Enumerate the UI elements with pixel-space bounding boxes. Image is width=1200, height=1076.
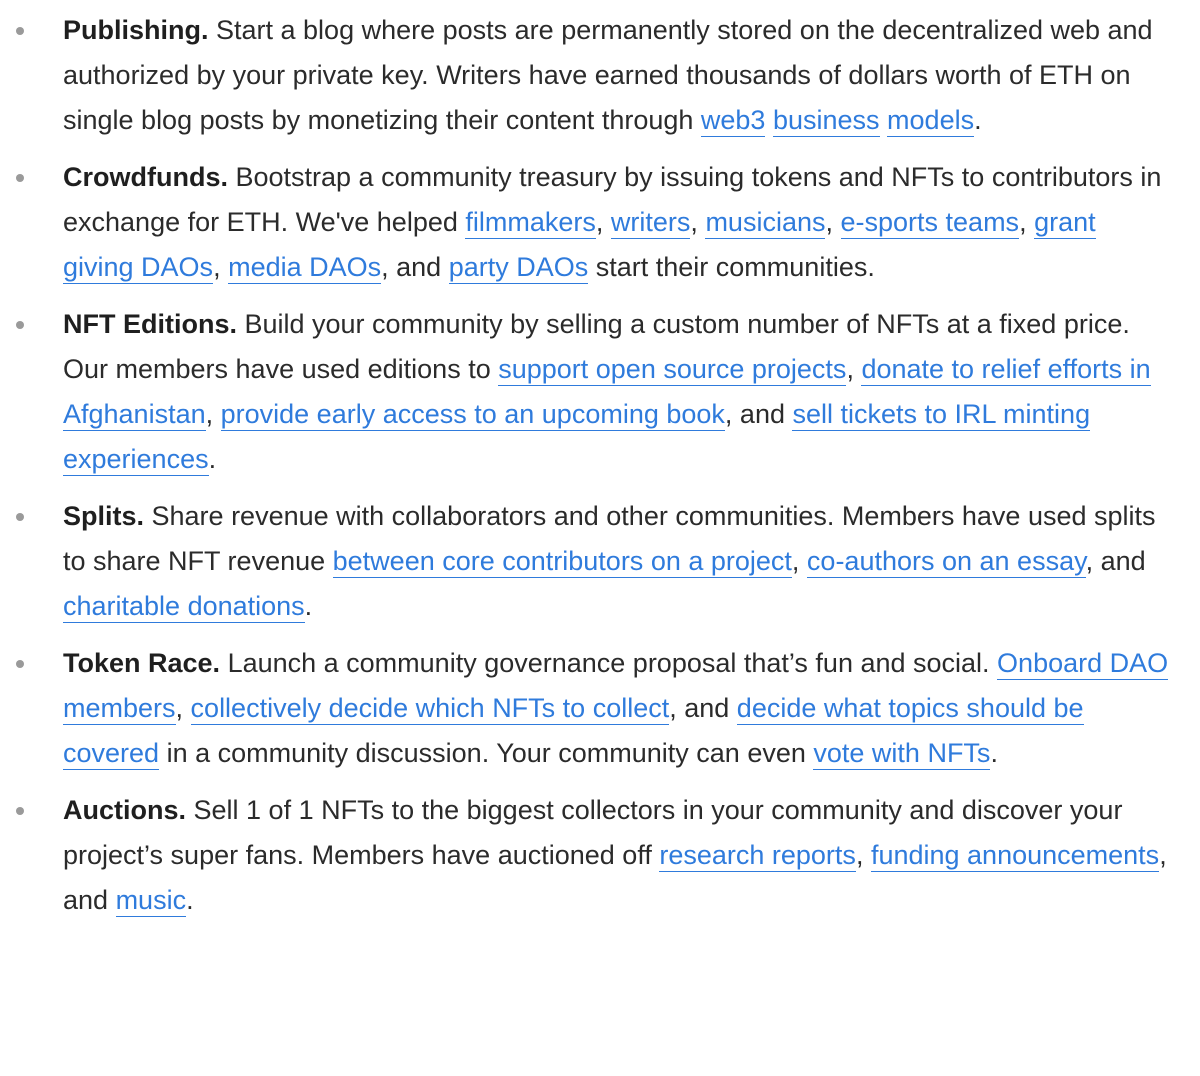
feature-text: , and — [669, 693, 737, 723]
feature-text: , and — [381, 252, 449, 282]
link-grant-giving-daos[interactable]: grant giving DAOs — [63, 207, 1096, 282]
link-funding-announcements[interactable]: funding announcements — [870, 840, 1160, 870]
feature-text: Build your community by selling a custom number of NFTs at a fixed price. Our members have used editions to — [63, 309, 1130, 384]
bullet-icon — [16, 27, 24, 35]
feature-text: . — [974, 105, 982, 135]
feature-title: Token Race. — [63, 648, 221, 678]
feature-title: Publishing. — [63, 15, 209, 45]
link-between-core-contributors[interactable]: between core contributors on a project — [332, 546, 792, 576]
feature-item — [10, 788, 1170, 923]
bullet-icon — [16, 513, 24, 521]
feature-text: . — [304, 591, 313, 621]
feature-text: in a community discussion. Your community can even — [159, 738, 814, 768]
link-onboard-dao-members[interactable]: Onboard DAO members — [63, 648, 1169, 723]
feature-text: , — [1019, 207, 1035, 237]
feature-item — [10, 494, 1170, 629]
feature-item — [10, 155, 1170, 290]
link-collectively-decide[interactable]: collectively decide which NFTs to collect — [190, 693, 670, 723]
bullet-icon — [16, 807, 24, 815]
feature-item — [10, 8, 1170, 143]
feature-text: . — [186, 885, 194, 915]
link-web3[interactable]: web3 — [700, 105, 766, 135]
link-writers[interactable]: writers — [610, 207, 691, 237]
feature-title: NFT Editions. — [63, 309, 237, 339]
link-vote-with-nfts[interactable]: vote with NFTs — [813, 738, 991, 768]
feature-text: , and — [1085, 546, 1146, 576]
feature-text: , — [825, 207, 841, 237]
bullet-icon — [16, 174, 24, 182]
feature-text: , — [791, 546, 807, 576]
feature-text: Start a blog where posts are permanently stored on the decentralized web and authorized by your private key. Writers have earned thousands of dollars worth of ETH on single blog posts by monetizing their content through — [63, 15, 1153, 135]
feature-text: , and — [63, 840, 1167, 915]
feature-text: Share revenue with collaborators and other communities. Members have used splits to share NFT revenue — [63, 501, 1156, 576]
feature-text: Sell 1 of 1 NFTs to the biggest collectors in your community and discover your project’s super fans. Members have auctioned off — [63, 795, 1123, 870]
link-sell-tickets[interactable]: sell tickets to IRL minting experiences — [63, 399, 1091, 474]
link-party-daos[interactable]: party DAOs — [448, 252, 589, 282]
feature-text: Bootstrap a community treasury by issuing tokens and NFTs to contributors in exchange for ETH. We've helped — [63, 162, 1162, 237]
link-music[interactable]: music — [115, 885, 187, 915]
feature-text: start their communities. — [588, 252, 875, 282]
link-musicians[interactable]: musicians — [705, 207, 826, 237]
link-filmmakers[interactable]: filmmakers — [465, 207, 596, 237]
link-e-sports-teams[interactable]: e-sports teams — [840, 207, 1020, 237]
feature-text: . — [208, 444, 217, 474]
link-provide-early-access[interactable]: provide early access to an upcoming book — [220, 399, 725, 429]
feature-item — [10, 302, 1170, 482]
bullet-icon — [16, 321, 24, 329]
feature-text: , — [855, 840, 871, 870]
link-decide-what-topics[interactable]: decide what topics should be covered — [63, 693, 1084, 768]
feature-text: , — [175, 693, 191, 723]
link-media-daos[interactable]: media DAOs — [228, 252, 382, 282]
link-charitable-donations[interactable]: charitable donations — [63, 591, 305, 621]
bullet-icon — [16, 660, 24, 668]
feature-text: , — [205, 399, 221, 429]
link-donate-to-relief-efforts[interactable]: donate to relief efforts in Afghanistan — [63, 354, 1151, 429]
feature-text: . — [990, 738, 998, 768]
feature-list — [10, 8, 1170, 923]
feature-text: Launch a community governance proposal that’s fun and social. — [220, 648, 998, 678]
feature-text — [880, 105, 888, 135]
feature-title: Crowdfunds. — [63, 162, 228, 192]
feature-text — [765, 105, 773, 135]
feature-text: , — [846, 354, 862, 384]
link-support-open-source-projects[interactable]: support open source projects — [498, 354, 847, 384]
feature-text: , — [595, 207, 611, 237]
link-co-authors-on-an-essay[interactable]: co-authors on an essay — [806, 546, 1086, 576]
link-business[interactable]: business — [772, 105, 880, 135]
feature-text: , — [690, 207, 706, 237]
feature-text: , and — [724, 399, 793, 429]
link-research-reports[interactable]: research reports — [659, 840, 856, 870]
feature-title: Auctions. — [63, 795, 187, 825]
feature-title: Splits. — [63, 501, 145, 531]
link-models[interactable]: models — [887, 105, 975, 135]
feature-item — [10, 641, 1170, 776]
feature-text: , — [213, 252, 229, 282]
